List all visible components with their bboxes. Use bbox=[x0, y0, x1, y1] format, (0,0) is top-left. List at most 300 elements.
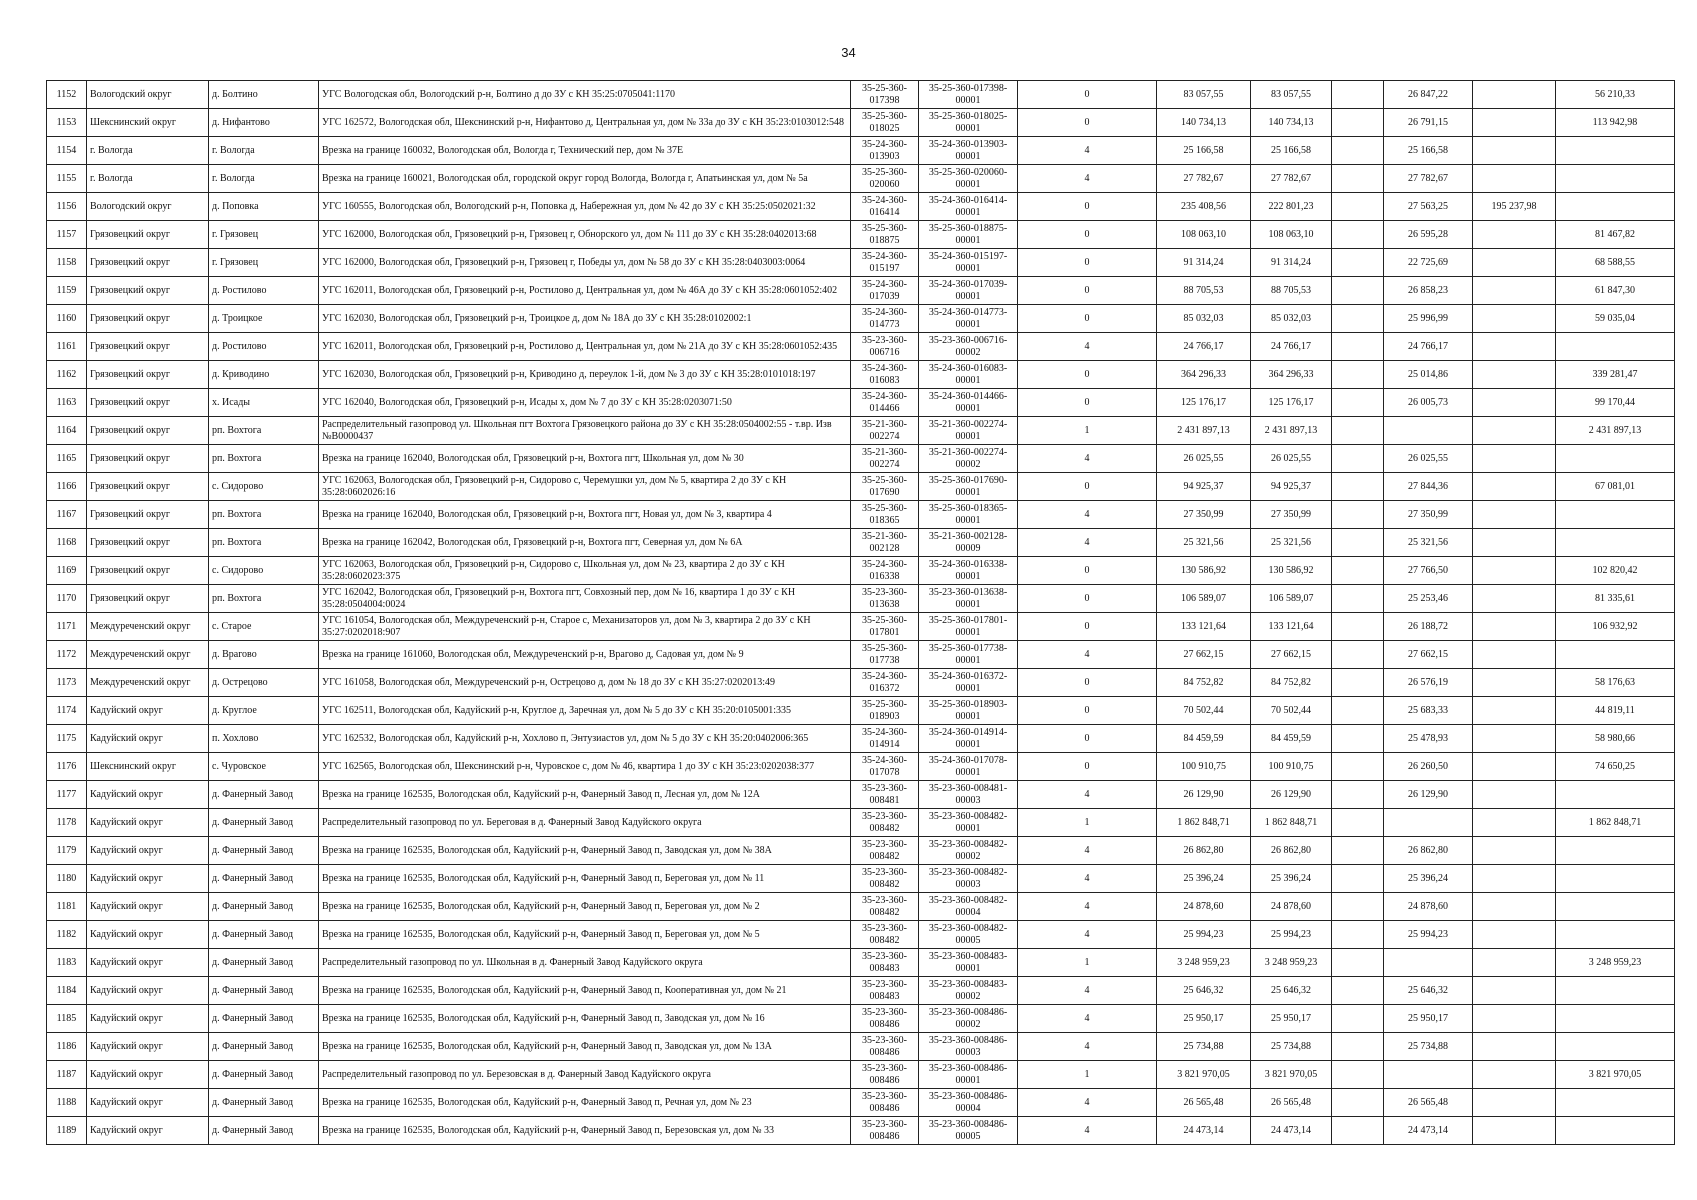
cell-amount-col-11: 25 321,56 bbox=[1384, 529, 1473, 557]
cell-address: УГС 162572, Вологодская обл, Шекснинский р-н, Нифантово д, Центральная ул, дом № 33а до ЗУ с КН 35:23:0103012:548 bbox=[319, 109, 851, 137]
cell-object-id: 35-21-360-002274-00001 bbox=[919, 417, 1018, 445]
cell-settlement: д. Фанерный Завод bbox=[209, 977, 319, 1005]
cell-object-code: 35-23-360-008481 bbox=[851, 781, 919, 809]
cell-district: Кадуйский округ bbox=[87, 977, 209, 1005]
data-table bbox=[46, 80, 1675, 1145]
cell-amount-total: 70 502,44 bbox=[1157, 697, 1251, 725]
cell-object-id: 35-23-360-008486-00004 bbox=[919, 1089, 1018, 1117]
table-row bbox=[47, 949, 1675, 977]
cell-amount-col-12 bbox=[1473, 865, 1556, 893]
table-row bbox=[47, 1061, 1675, 1089]
cell-type-code: 0 bbox=[1018, 669, 1157, 697]
cell-amount-col-10 bbox=[1332, 361, 1384, 389]
cell-amount-remaining: 44 819,11 bbox=[1556, 697, 1675, 725]
cell-amount-total: 364 296,33 bbox=[1157, 361, 1251, 389]
cell-address: УГС 160555, Вологодская обл, Вологодский р-н, Поповка д, Набережная ул, дом № 42 до ЗУ с КН 35:25:0502021:32 bbox=[319, 193, 851, 221]
cell-district: Кадуйский округ bbox=[87, 837, 209, 865]
table-row bbox=[47, 753, 1675, 781]
cell-amount-remaining bbox=[1556, 921, 1675, 949]
cell-address: УГС 162040, Вологодская обл, Грязовецкий р-н, Исады х, дом № 7 до ЗУ с КН 35:28:0203071:50 bbox=[319, 389, 851, 417]
cell-type-code: 1 bbox=[1018, 417, 1157, 445]
cell-object-id: 35-23-360-008483-00001 bbox=[919, 949, 1018, 977]
cell-type-code: 0 bbox=[1018, 193, 1157, 221]
cell-amount-accounted: 25 994,23 bbox=[1251, 921, 1332, 949]
cell-address: Врезка на границе 162535, Вологодская обл, Кадуйский р-н, Фанерный Завод п, Заводская ул, дом № 13А bbox=[319, 1033, 851, 1061]
cell-address: УГС 162532, Вологодская обл, Кадуйский р-н, Хохлово п, Энтузиастов ул, дом № 5 до ЗУ с КН 35:20:0402006:365 bbox=[319, 725, 851, 753]
cell-amount-col-10 bbox=[1332, 977, 1384, 1005]
cell-district: Грязовецкий округ bbox=[87, 529, 209, 557]
cell-amount-remaining bbox=[1556, 1089, 1675, 1117]
cell-amount-total: 84 752,82 bbox=[1157, 669, 1251, 697]
table-row bbox=[47, 165, 1675, 193]
cell-type-code: 4 bbox=[1018, 137, 1157, 165]
table-row bbox=[47, 865, 1675, 893]
cell-object-code: 35-24-360-017039 bbox=[851, 277, 919, 305]
cell-type-code: 0 bbox=[1018, 613, 1157, 641]
cell-object-id: 35-25-360-018903-00001 bbox=[919, 697, 1018, 725]
cell-row-number: 1160 bbox=[47, 305, 87, 333]
cell-amount-col-12 bbox=[1473, 249, 1556, 277]
cell-amount-remaining bbox=[1556, 333, 1675, 361]
cell-amount-col-12 bbox=[1473, 81, 1556, 109]
cell-settlement: с. Сидорово bbox=[209, 557, 319, 585]
cell-amount-total: 100 910,75 bbox=[1157, 753, 1251, 781]
cell-type-code: 4 bbox=[1018, 641, 1157, 669]
cell-object-code: 35-23-360-013638 bbox=[851, 585, 919, 613]
cell-row-number: 1168 bbox=[47, 529, 87, 557]
cell-row-number: 1172 bbox=[47, 641, 87, 669]
cell-object-code: 35-24-360-013903 bbox=[851, 137, 919, 165]
cell-settlement: рп. Вохтога bbox=[209, 445, 319, 473]
cell-district: Шекснинский округ bbox=[87, 753, 209, 781]
cell-object-id: 35-24-360-015197-00001 bbox=[919, 249, 1018, 277]
cell-settlement: д. Нифантово bbox=[209, 109, 319, 137]
cell-district: г. Вологда bbox=[87, 137, 209, 165]
cell-amount-accounted: 24 473,14 bbox=[1251, 1117, 1332, 1145]
table-body bbox=[47, 81, 1675, 1145]
cell-amount-remaining bbox=[1556, 641, 1675, 669]
cell-amount-col-11: 25 734,88 bbox=[1384, 1033, 1473, 1061]
cell-amount-col-10 bbox=[1332, 893, 1384, 921]
cell-object-code: 35-24-360-014773 bbox=[851, 305, 919, 333]
cell-address: Врезка на границе 162535, Вологодская обл, Кадуйский р-н, Фанерный Завод п, Береговая ул, дом № 11 bbox=[319, 865, 851, 893]
table-row bbox=[47, 585, 1675, 613]
cell-object-code: 35-24-360-016083 bbox=[851, 361, 919, 389]
cell-address: УГС 162000, Вологодская обл, Грязовецкий р-н, Грязовец г, Победы ул, дом № 58 до ЗУ с КН 35:28:0403003:0064 bbox=[319, 249, 851, 277]
cell-district: Кадуйский округ bbox=[87, 893, 209, 921]
cell-amount-accounted: 140 734,13 bbox=[1251, 109, 1332, 137]
cell-address: Врезка на границе 162535, Вологодская обл, Кадуйский р-н, Фанерный Завод п, Березовская ул, дом № 33 bbox=[319, 1117, 851, 1145]
cell-amount-col-10 bbox=[1332, 501, 1384, 529]
cell-amount-col-11: 26 129,90 bbox=[1384, 781, 1473, 809]
table-row bbox=[47, 1117, 1675, 1145]
cell-amount-col-10 bbox=[1332, 1117, 1384, 1145]
cell-row-number: 1189 bbox=[47, 1117, 87, 1145]
cell-type-code: 4 bbox=[1018, 1033, 1157, 1061]
cell-object-id: 35-24-360-016083-00001 bbox=[919, 361, 1018, 389]
cell-settlement: рп. Вохтога bbox=[209, 529, 319, 557]
cell-amount-accounted: 1 862 848,71 bbox=[1251, 809, 1332, 837]
cell-amount-col-12 bbox=[1473, 221, 1556, 249]
cell-amount-total: 108 063,10 bbox=[1157, 221, 1251, 249]
cell-district: Кадуйский округ bbox=[87, 921, 209, 949]
table-row bbox=[47, 697, 1675, 725]
cell-address: Врезка на границе 162535, Вологодская обл, Кадуйский р-н, Фанерный Завод п, Береговая ул, дом № 2 bbox=[319, 893, 851, 921]
cell-amount-total: 24 878,60 bbox=[1157, 893, 1251, 921]
cell-amount-col-12 bbox=[1473, 501, 1556, 529]
cell-type-code: 0 bbox=[1018, 697, 1157, 725]
cell-object-id: 35-24-360-017039-00001 bbox=[919, 277, 1018, 305]
table-row bbox=[47, 417, 1675, 445]
cell-object-id: 35-23-360-008482-00003 bbox=[919, 865, 1018, 893]
cell-amount-col-11 bbox=[1384, 1061, 1473, 1089]
cell-amount-col-12 bbox=[1473, 305, 1556, 333]
cell-amount-col-11: 25 683,33 bbox=[1384, 697, 1473, 725]
cell-district: Кадуйский округ bbox=[87, 1005, 209, 1033]
cell-district: Кадуйский округ bbox=[87, 781, 209, 809]
cell-amount-col-10 bbox=[1332, 333, 1384, 361]
cell-district: Грязовецкий округ bbox=[87, 277, 209, 305]
cell-amount-col-11: 25 950,17 bbox=[1384, 1005, 1473, 1033]
cell-address: УГС 162565, Вологодская обл, Шекснинский р-н, Чуровское с, дом № 46, квартира 1 до ЗУ с КН 35:23:0202038:377 bbox=[319, 753, 851, 781]
cell-amount-remaining: 102 820,42 bbox=[1556, 557, 1675, 585]
cell-address: Врезка на границе 160021, Вологодская обл, городской округ город Вологда, Вологда г, Апатьинская ул, дом № 5а bbox=[319, 165, 851, 193]
table-row bbox=[47, 445, 1675, 473]
table-row bbox=[47, 893, 1675, 921]
cell-district: Вологодский округ bbox=[87, 81, 209, 109]
cell-object-code: 35-23-360-008482 bbox=[851, 893, 919, 921]
cell-amount-col-11: 26 847,22 bbox=[1384, 81, 1473, 109]
cell-object-id: 35-25-360-017801-00001 bbox=[919, 613, 1018, 641]
cell-amount-col-11: 27 782,67 bbox=[1384, 165, 1473, 193]
cell-amount-remaining bbox=[1556, 865, 1675, 893]
cell-district: Грязовецкий округ bbox=[87, 305, 209, 333]
cell-row-number: 1156 bbox=[47, 193, 87, 221]
cell-amount-col-11: 25 396,24 bbox=[1384, 865, 1473, 893]
cell-amount-col-10 bbox=[1332, 165, 1384, 193]
cell-amount-col-10 bbox=[1332, 725, 1384, 753]
cell-settlement: рп. Вохтога bbox=[209, 585, 319, 613]
cell-settlement: д. Фанерный Завод bbox=[209, 921, 319, 949]
cell-amount-remaining bbox=[1556, 837, 1675, 865]
cell-amount-col-11: 26 576,19 bbox=[1384, 669, 1473, 697]
cell-object-code: 35-23-360-008482 bbox=[851, 809, 919, 837]
cell-district: Вологодский округ bbox=[87, 193, 209, 221]
cell-settlement: д. Круглое bbox=[209, 697, 319, 725]
cell-district: Грязовецкий округ bbox=[87, 585, 209, 613]
table-row bbox=[47, 193, 1675, 221]
cell-amount-accounted: 88 705,53 bbox=[1251, 277, 1332, 305]
cell-object-code: 35-25-360-020060 bbox=[851, 165, 919, 193]
cell-object-id: 35-24-360-016414-00001 bbox=[919, 193, 1018, 221]
cell-amount-total: 140 734,13 bbox=[1157, 109, 1251, 137]
cell-amount-col-10 bbox=[1332, 753, 1384, 781]
cell-settlement: рп. Вохтога bbox=[209, 417, 319, 445]
cell-amount-col-12 bbox=[1473, 361, 1556, 389]
cell-amount-col-12 bbox=[1473, 1033, 1556, 1061]
cell-settlement: д. Фанерный Завод bbox=[209, 865, 319, 893]
cell-amount-remaining: 56 210,33 bbox=[1556, 81, 1675, 109]
cell-object-id: 35-23-360-008486-00002 bbox=[919, 1005, 1018, 1033]
cell-amount-col-11: 26 862,80 bbox=[1384, 837, 1473, 865]
cell-row-number: 1185 bbox=[47, 1005, 87, 1033]
cell-district: Грязовецкий округ bbox=[87, 417, 209, 445]
cell-district: Кадуйский округ bbox=[87, 865, 209, 893]
cell-amount-accounted: 25 950,17 bbox=[1251, 1005, 1332, 1033]
cell-amount-accounted: 24 878,60 bbox=[1251, 893, 1332, 921]
cell-amount-col-10 bbox=[1332, 641, 1384, 669]
cell-amount-col-10 bbox=[1332, 557, 1384, 585]
cell-amount-remaining bbox=[1556, 1005, 1675, 1033]
cell-address: Врезка на границе 162535, Вологодская обл, Кадуйский р-н, Фанерный Завод п, Заводская ул, дом № 38А bbox=[319, 837, 851, 865]
cell-amount-accounted: 222 801,23 bbox=[1251, 193, 1332, 221]
cell-row-number: 1188 bbox=[47, 1089, 87, 1117]
cell-object-id: 35-23-360-013638-00001 bbox=[919, 585, 1018, 613]
cell-amount-accounted: 2 431 897,13 bbox=[1251, 417, 1332, 445]
cell-amount-total: 24 766,17 bbox=[1157, 333, 1251, 361]
cell-amount-accounted: 25 166,58 bbox=[1251, 137, 1332, 165]
cell-type-code: 4 bbox=[1018, 529, 1157, 557]
cell-amount-col-11: 25 253,46 bbox=[1384, 585, 1473, 613]
cell-amount-accounted: 26 862,80 bbox=[1251, 837, 1332, 865]
cell-address: Врезка на границе 162535, Вологодская обл, Кадуйский р-н, Фанерный Завод п, Кооперативная ул, дом № 21 bbox=[319, 977, 851, 1005]
cell-amount-col-12 bbox=[1473, 473, 1556, 501]
table-row bbox=[47, 977, 1675, 1005]
cell-amount-accounted: 83 057,55 bbox=[1251, 81, 1332, 109]
cell-amount-remaining: 3 248 959,23 bbox=[1556, 949, 1675, 977]
cell-object-id: 35-21-360-002128-00009 bbox=[919, 529, 1018, 557]
cell-district: Грязовецкий округ bbox=[87, 333, 209, 361]
cell-settlement: г. Грязовец bbox=[209, 249, 319, 277]
cell-amount-col-10 bbox=[1332, 1005, 1384, 1033]
table-row bbox=[47, 725, 1675, 753]
cell-amount-col-11: 27 766,50 bbox=[1384, 557, 1473, 585]
cell-amount-col-12 bbox=[1473, 977, 1556, 1005]
cell-amount-remaining bbox=[1556, 165, 1675, 193]
cell-row-number: 1174 bbox=[47, 697, 87, 725]
cell-type-code: 0 bbox=[1018, 557, 1157, 585]
cell-address: Врезка на границе 160032, Вологодская обл, Вологда г, Технический пер, дом № 37Е bbox=[319, 137, 851, 165]
cell-settlement: д. Поповка bbox=[209, 193, 319, 221]
cell-amount-col-10 bbox=[1332, 81, 1384, 109]
cell-object-code: 35-23-360-008482 bbox=[851, 865, 919, 893]
table-row bbox=[47, 81, 1675, 109]
cell-type-code: 4 bbox=[1018, 893, 1157, 921]
cell-amount-col-11: 26 188,72 bbox=[1384, 613, 1473, 641]
cell-amount-col-10 bbox=[1332, 137, 1384, 165]
cell-amount-total: 133 121,64 bbox=[1157, 613, 1251, 641]
cell-object-code: 35-23-360-008486 bbox=[851, 1089, 919, 1117]
cell-amount-col-11: 24 766,17 bbox=[1384, 333, 1473, 361]
cell-object-id: 35-23-360-008486-00001 bbox=[919, 1061, 1018, 1089]
cell-amount-col-12 bbox=[1473, 557, 1556, 585]
cell-object-code: 35-23-360-008483 bbox=[851, 977, 919, 1005]
table-row bbox=[47, 1089, 1675, 1117]
cell-object-code: 35-23-360-008482 bbox=[851, 837, 919, 865]
cell-amount-accounted: 84 752,82 bbox=[1251, 669, 1332, 697]
cell-address: УГС 162042, Вологодская обл, Грязовецкий р-н, Вохтога пгт, Совхозный пер, дом № 16, квартира 1 до ЗУ с КН 35:28:0504004:0024 bbox=[319, 585, 851, 613]
cell-amount-col-10 bbox=[1332, 277, 1384, 305]
cell-amount-remaining: 3 821 970,05 bbox=[1556, 1061, 1675, 1089]
cell-row-number: 1170 bbox=[47, 585, 87, 613]
cell-address: УГС 162000, Вологодская обл, Грязовецкий р-н, Грязовец г, Обнорского ул, дом № 111 до ЗУ с КН 35:28:0402013:68 bbox=[319, 221, 851, 249]
cell-address: УГС 161058, Вологодская обл, Междуреченский р-н, Острецово д, дом № 18 до ЗУ с КН 35:27:0202013:49 bbox=[319, 669, 851, 697]
cell-amount-col-11: 26 791,15 bbox=[1384, 109, 1473, 137]
cell-amount-col-11: 26 025,55 bbox=[1384, 445, 1473, 473]
cell-amount-accounted: 3 248 959,23 bbox=[1251, 949, 1332, 977]
cell-type-code: 4 bbox=[1018, 977, 1157, 1005]
cell-district: Кадуйский округ bbox=[87, 1089, 209, 1117]
cell-amount-col-12 bbox=[1473, 333, 1556, 361]
cell-object-code: 35-25-360-018903 bbox=[851, 697, 919, 725]
cell-amount-remaining bbox=[1556, 137, 1675, 165]
cell-row-number: 1162 bbox=[47, 361, 87, 389]
cell-amount-total: 26 025,55 bbox=[1157, 445, 1251, 473]
cell-district: Грязовецкий округ bbox=[87, 361, 209, 389]
cell-row-number: 1153 bbox=[47, 109, 87, 137]
cell-district: Кадуйский округ bbox=[87, 725, 209, 753]
cell-district: Шекснинский округ bbox=[87, 109, 209, 137]
cell-amount-remaining: 2 431 897,13 bbox=[1556, 417, 1675, 445]
cell-amount-remaining bbox=[1556, 781, 1675, 809]
cell-settlement: с. Старое bbox=[209, 613, 319, 641]
table-row bbox=[47, 389, 1675, 417]
cell-address: Врезка на границе 162040, Вологодская обл, Грязовецкий р-н, Вохтога пгт, Новая ул, дом № 3, квартира 4 bbox=[319, 501, 851, 529]
cell-amount-total: 27 782,67 bbox=[1157, 165, 1251, 193]
cell-amount-accounted: 125 176,17 bbox=[1251, 389, 1332, 417]
cell-amount-remaining bbox=[1556, 445, 1675, 473]
cell-amount-col-10 bbox=[1332, 473, 1384, 501]
cell-object-code: 35-24-360-016372 bbox=[851, 669, 919, 697]
cell-type-code: 0 bbox=[1018, 81, 1157, 109]
cell-amount-col-11 bbox=[1384, 417, 1473, 445]
cell-row-number: 1161 bbox=[47, 333, 87, 361]
cell-settlement: рп. Вохтога bbox=[209, 501, 319, 529]
table-row bbox=[47, 109, 1675, 137]
table-row bbox=[47, 249, 1675, 277]
cell-settlement: д. Фанерный Завод bbox=[209, 893, 319, 921]
cell-amount-remaining: 59 035,04 bbox=[1556, 305, 1675, 333]
cell-amount-col-12 bbox=[1473, 109, 1556, 137]
cell-address: УГС 161054, Вологодская обл, Междуреченский р-н, Старое с, Механизаторов ул, дом № 3, квартира 2 до ЗУ с КН 35:27:0202018:907 bbox=[319, 613, 851, 641]
cell-amount-col-11: 26 005,73 bbox=[1384, 389, 1473, 417]
cell-row-number: 1169 bbox=[47, 557, 87, 585]
cell-amount-col-11: 24 878,60 bbox=[1384, 893, 1473, 921]
cell-object-code: 35-23-360-008486 bbox=[851, 1033, 919, 1061]
cell-object-id: 35-23-360-008486-00003 bbox=[919, 1033, 1018, 1061]
cell-amount-accounted: 106 589,07 bbox=[1251, 585, 1332, 613]
cell-settlement: д. Врагово bbox=[209, 641, 319, 669]
cell-object-code: 35-24-360-015197 bbox=[851, 249, 919, 277]
cell-type-code: 4 bbox=[1018, 837, 1157, 865]
cell-address: Врезка на границе 162535, Вологодская обл, Кадуйский р-н, Фанерный Завод п, Речная ул, дом № 23 bbox=[319, 1089, 851, 1117]
cell-amount-total: 130 586,92 bbox=[1157, 557, 1251, 585]
cell-row-number: 1165 bbox=[47, 445, 87, 473]
cell-amount-accounted: 26 025,55 bbox=[1251, 445, 1332, 473]
cell-amount-remaining bbox=[1556, 193, 1675, 221]
cell-settlement: д. Фанерный Завод bbox=[209, 1033, 319, 1061]
cell-district: Грязовецкий округ bbox=[87, 389, 209, 417]
cell-amount-col-10 bbox=[1332, 1061, 1384, 1089]
cell-type-code: 1 bbox=[1018, 949, 1157, 977]
cell-amount-accounted: 25 734,88 bbox=[1251, 1033, 1332, 1061]
cell-settlement: д. Фанерный Завод bbox=[209, 1005, 319, 1033]
cell-amount-remaining: 81 467,82 bbox=[1556, 221, 1675, 249]
cell-amount-col-12 bbox=[1473, 165, 1556, 193]
cell-type-code: 4 bbox=[1018, 781, 1157, 809]
cell-address: Врезка на границе 162040, Вологодская обл, Грязовецкий р-н, Вохтога пгт, Школьная ул, дом № 30 bbox=[319, 445, 851, 473]
cell-amount-col-11: 27 662,15 bbox=[1384, 641, 1473, 669]
cell-object-code: 35-25-360-017738 bbox=[851, 641, 919, 669]
cell-object-code: 35-23-360-006716 bbox=[851, 333, 919, 361]
cell-object-id: 35-23-360-008482-00004 bbox=[919, 893, 1018, 921]
cell-row-number: 1167 bbox=[47, 501, 87, 529]
cell-amount-col-12 bbox=[1473, 445, 1556, 473]
cell-amount-col-11: 25 166,58 bbox=[1384, 137, 1473, 165]
table-row bbox=[47, 557, 1675, 585]
cell-type-code: 4 bbox=[1018, 165, 1157, 193]
cell-amount-col-12 bbox=[1473, 669, 1556, 697]
cell-object-id: 35-25-360-020060-00001 bbox=[919, 165, 1018, 193]
cell-row-number: 1157 bbox=[47, 221, 87, 249]
cell-amount-col-12: 195 237,98 bbox=[1473, 193, 1556, 221]
cell-object-id: 35-24-360-013903-00001 bbox=[919, 137, 1018, 165]
cell-object-code: 35-25-360-018025 bbox=[851, 109, 919, 137]
cell-amount-total: 106 589,07 bbox=[1157, 585, 1251, 613]
cell-address: УГС 162063, Вологодская обл, Грязовецкий р-н, Сидорово с, Черемушки ул, дом № 5, квартира 2 до ЗУ с КН 35:28:0602026:16 bbox=[319, 473, 851, 501]
cell-amount-col-10 bbox=[1332, 305, 1384, 333]
cell-district: Междуреченский округ bbox=[87, 613, 209, 641]
table-row bbox=[47, 529, 1675, 557]
cell-amount-remaining: 58 980,66 bbox=[1556, 725, 1675, 753]
cell-amount-col-11: 22 725,69 bbox=[1384, 249, 1473, 277]
cell-district: Кадуйский округ bbox=[87, 809, 209, 837]
cell-amount-remaining: 67 081,01 bbox=[1556, 473, 1675, 501]
cell-settlement: д. Фанерный Завод bbox=[209, 781, 319, 809]
cell-amount-col-12 bbox=[1473, 949, 1556, 977]
cell-amount-col-11 bbox=[1384, 949, 1473, 977]
cell-amount-total: 24 473,14 bbox=[1157, 1117, 1251, 1145]
cell-object-id: 35-25-360-018875-00001 bbox=[919, 221, 1018, 249]
page-number: 34 bbox=[841, 45, 856, 60]
cell-amount-col-12 bbox=[1473, 837, 1556, 865]
cell-address: Врезка на границе 161060, Вологодская обл, Междуреченский р-н, Врагово д, Садовая ул, дом № 9 bbox=[319, 641, 851, 669]
cell-row-number: 1183 bbox=[47, 949, 87, 977]
cell-object-id: 35-24-360-017078-00001 bbox=[919, 753, 1018, 781]
cell-amount-col-10 bbox=[1332, 529, 1384, 557]
cell-district: Грязовецкий округ bbox=[87, 249, 209, 277]
cell-type-code: 0 bbox=[1018, 585, 1157, 613]
cell-amount-remaining: 81 335,61 bbox=[1556, 585, 1675, 613]
cell-amount-col-10 bbox=[1332, 837, 1384, 865]
cell-object-id: 35-23-360-008481-00003 bbox=[919, 781, 1018, 809]
table-row bbox=[47, 361, 1675, 389]
cell-amount-col-12 bbox=[1473, 725, 1556, 753]
cell-settlement: с. Чуровское bbox=[209, 753, 319, 781]
cell-amount-remaining: 113 942,98 bbox=[1556, 109, 1675, 137]
cell-amount-total: 3 248 959,23 bbox=[1157, 949, 1251, 977]
cell-district: Грязовецкий округ bbox=[87, 221, 209, 249]
cell-amount-total: 26 129,90 bbox=[1157, 781, 1251, 809]
cell-amount-accounted: 27 662,15 bbox=[1251, 641, 1332, 669]
cell-address: Распределительный газопровод по ул. Школьная в д. Фанерный Завод Кадуйского округа bbox=[319, 949, 851, 977]
cell-row-number: 1164 bbox=[47, 417, 87, 445]
cell-type-code: 0 bbox=[1018, 753, 1157, 781]
cell-amount-accounted: 364 296,33 bbox=[1251, 361, 1332, 389]
cell-amount-col-10 bbox=[1332, 781, 1384, 809]
cell-amount-col-12 bbox=[1473, 753, 1556, 781]
cell-type-code: 0 bbox=[1018, 249, 1157, 277]
